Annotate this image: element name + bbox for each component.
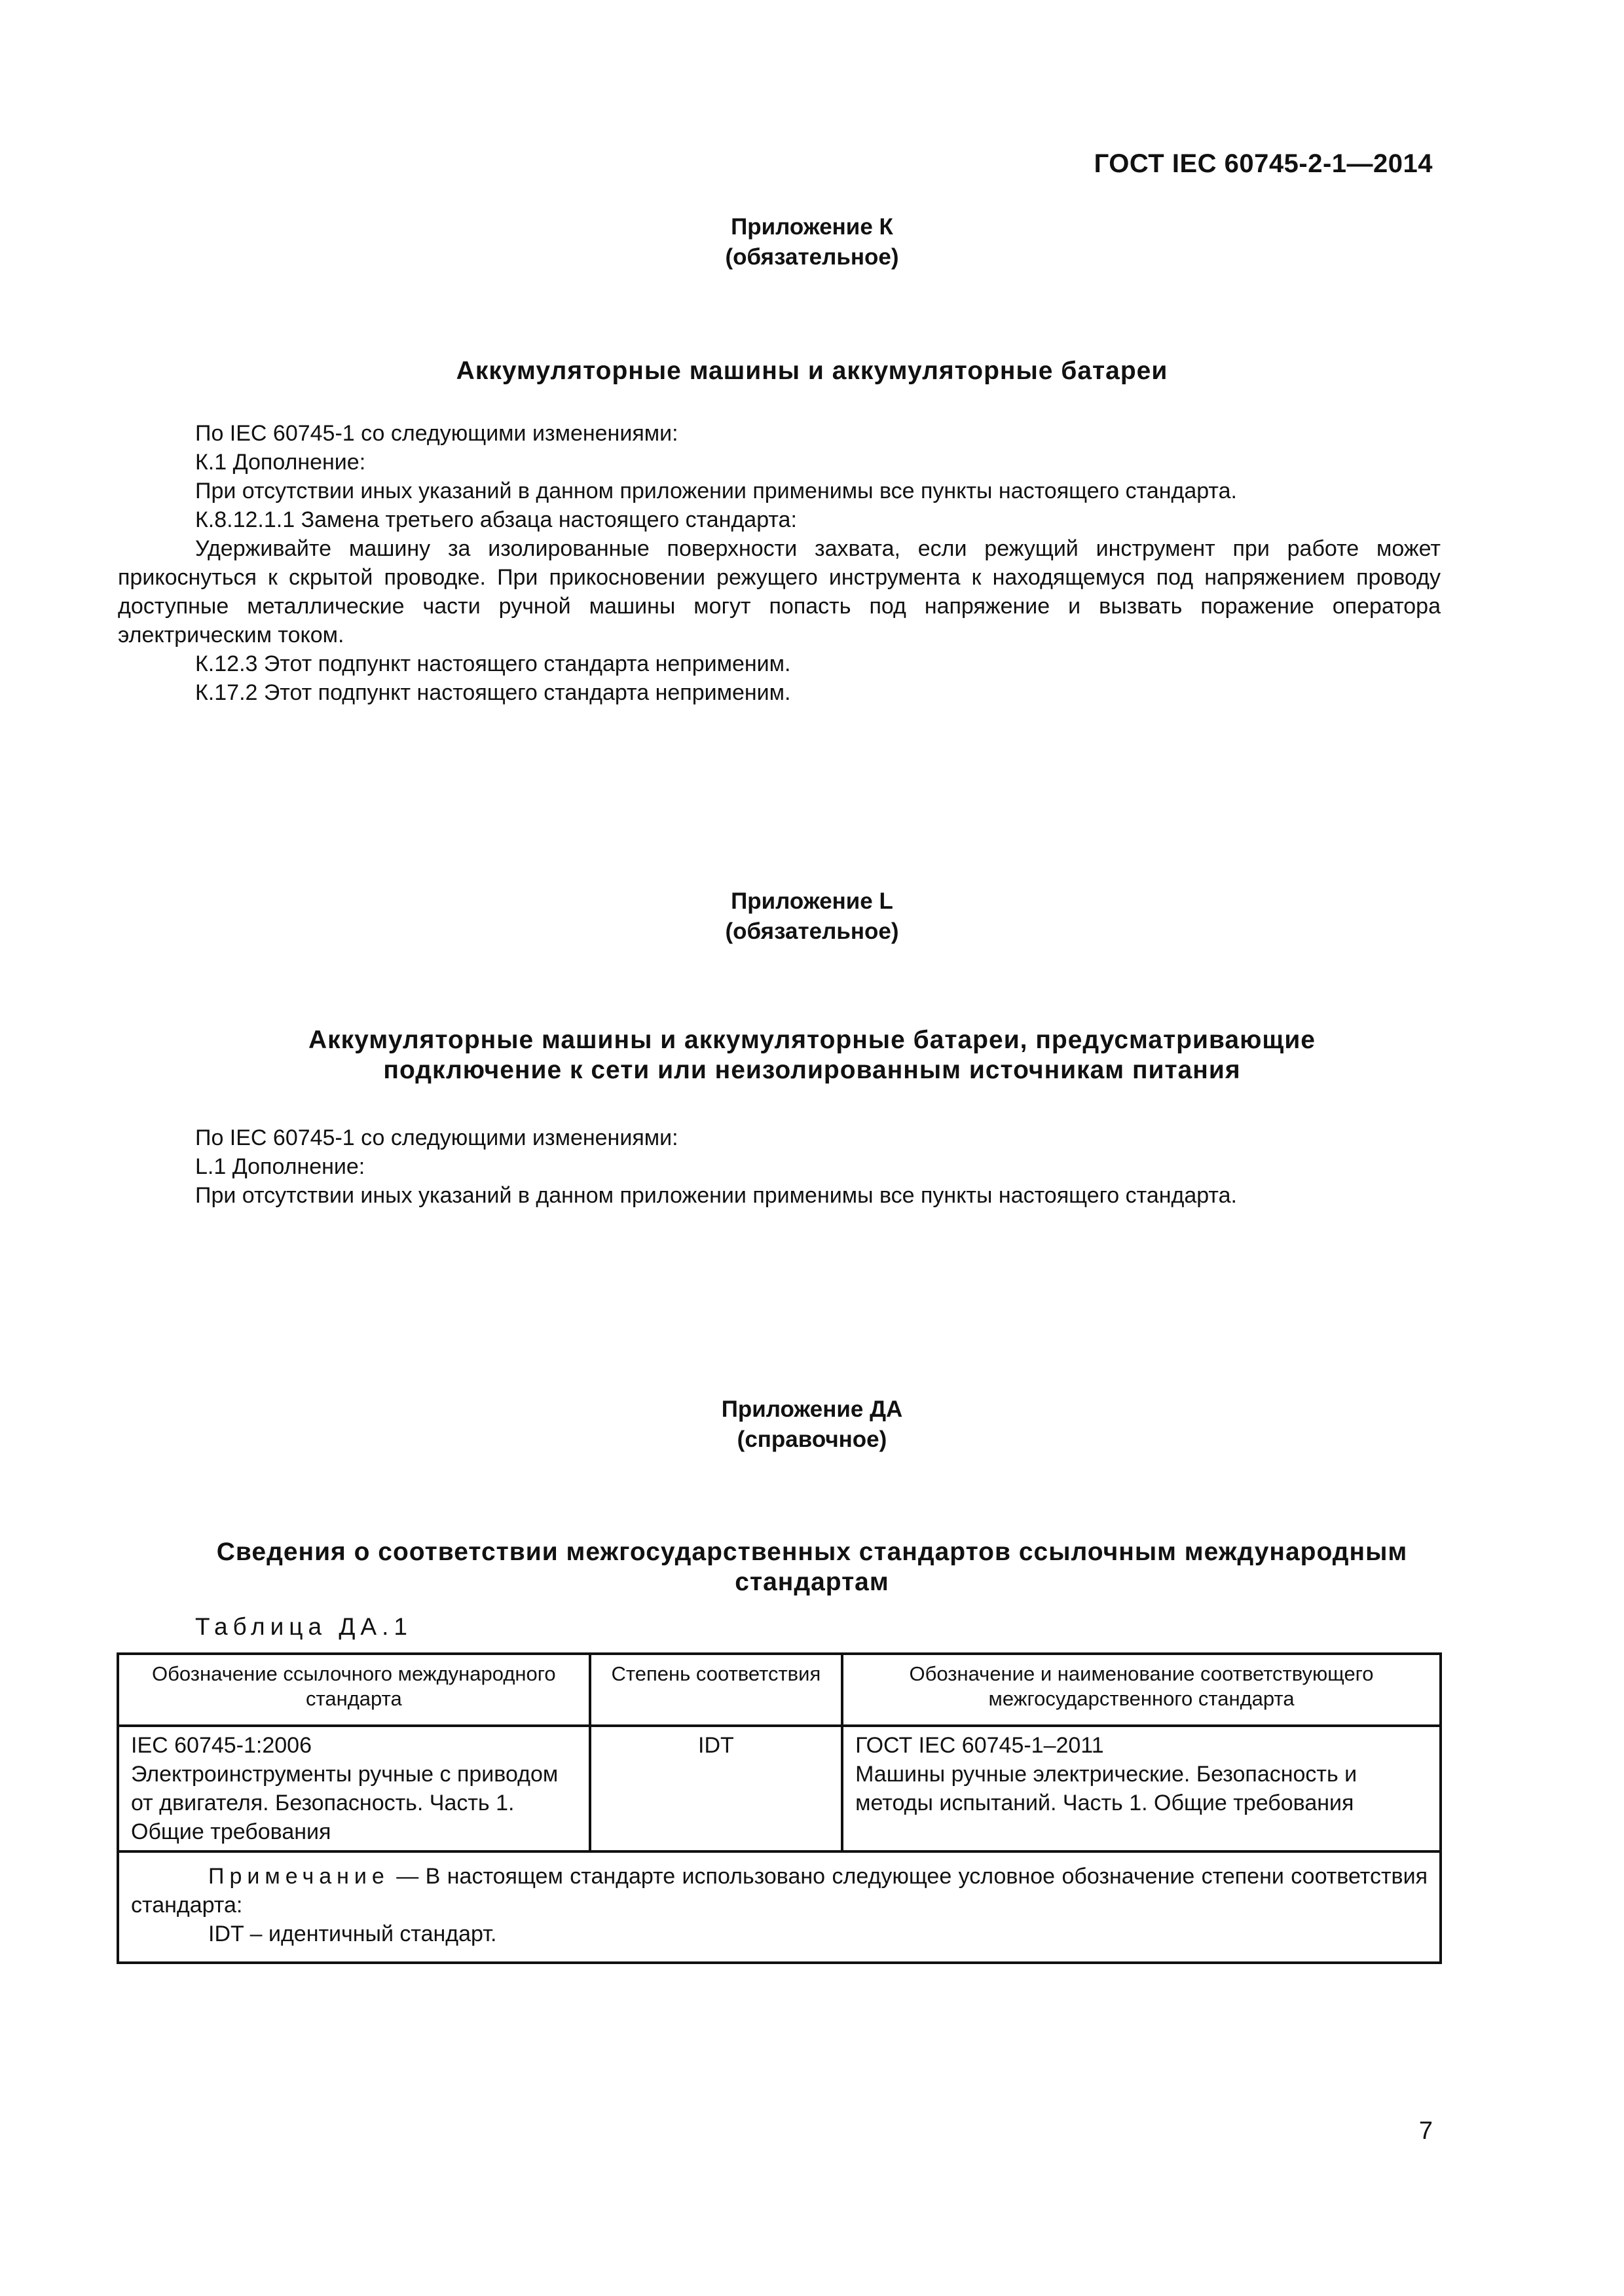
appendix-l-paragraph: L.1 Дополнение: (195, 1154, 365, 1179)
appendix-da-status: (справочное) (737, 1427, 887, 1452)
international-standard-code: IEC 60745-1:2006 (131, 1733, 312, 1758)
appendix-da-title-line: Сведения о соответствии межгосударственных стандартов ссылочным международным (216, 1538, 1408, 1566)
appendix-k-paragraph: По IEC 60745-1 со следующими изменениями: (195, 421, 678, 446)
appendix-l-paragraph: При отсутствии иных указаний в данном приложении применимы все пункты настоящего стандарта. (195, 1183, 1237, 1208)
page-number: 7 (1418, 2117, 1433, 2145)
appendix-k-heading (0, 212, 1624, 272)
appendix-l-title (115, 1025, 1509, 1085)
appendix-l-title-line: Аккумуляторные машины и аккумуляторные батареи, предусматривающие (308, 1026, 1316, 1054)
correspondence-table (117, 1652, 1442, 1964)
appendix-k-paragraph: При отсутствии иных указаний в данном приложении применимы все пункты настоящего стандарта. (195, 479, 1237, 503)
table-header-row (118, 1654, 1441, 1726)
appendix-l-label: Приложение L (731, 888, 893, 914)
appendix-da-heading (0, 1394, 1624, 1455)
table-caption: Таблица ДА.1 (195, 1613, 413, 1640)
table-cell-interstate-standard (842, 1726, 1441, 1851)
appendix-k-status: (обязательное) (725, 244, 899, 270)
table-header-cell: Степень соответствия (590, 1654, 842, 1726)
appendix-da-title-line: стандартам (735, 1568, 889, 1596)
appendix-k-paragraph: К.1 Дополнение: (195, 450, 366, 475)
table-note-label: Примечание (208, 1864, 390, 1889)
appendix-l-title-line: подключение к сети или неизолированным источникам питания (383, 1056, 1241, 1084)
appendix-k-paragraph: Удерживайте машину за изолированные поверхности захвата, если режущий инструмент при работе может прикоснуться к скрытой проводке. При прикосновении режущего инструмента к находящемуся под напряжением проводу доступные металлические части ручной машины могут попасть под напряжение и вызвать поражение оператора электрическим током. (118, 536, 1441, 647)
document-code: ГОСТ IEC 60745-2-1—2014 (1094, 149, 1433, 178)
appendix-l-body (118, 1123, 1441, 1210)
table-note-item: IDT – идентичный стандарт. (208, 1922, 497, 1946)
appendix-k-title: Аккумуляторные машины и аккумуляторные батареи (456, 357, 1168, 385)
appendix-l-status: (обязательное) (725, 919, 899, 944)
table-cell-international-standard (118, 1726, 590, 1851)
appendix-k-label: Приложение К (731, 214, 893, 240)
appendix-da-title (115, 1537, 1509, 1597)
appendix-k-paragraph: К.17.2 Этот подпункт настоящего стандарта неприменим. (195, 680, 791, 705)
interstate-standard-code: ГОСТ IEC 60745-1–2011 (855, 1733, 1104, 1758)
appendix-k-paragraph: К.8.12.1.1 Замена третьего абзаца настоящего стандарта: (195, 507, 797, 532)
appendix-l-paragraph: По IEC 60745-1 со следующими изменениями: (195, 1125, 678, 1150)
table-note-text (131, 1862, 1428, 1920)
appendix-da-label: Приложение ДА (721, 1396, 903, 1422)
table-row (118, 1726, 1441, 1851)
appendix-k-paragraph: К.12.3 Этот подпункт настоящего стандарта неприменим. (195, 651, 791, 676)
appendix-l-heading (0, 886, 1624, 947)
table-header-cell: Обозначение и наименование соответствующего межгосударственного стандарта (842, 1654, 1441, 1726)
international-standard-title: Электроинструменты ручные с приводом от двигателя. Безопасность. Часть 1. Общие требования (131, 1762, 559, 1844)
interstate-standard-title: Машины ручные электрические. Безопасность и методы испытаний. Часть 1. Общие требования (855, 1762, 1357, 1815)
table-note-row (118, 1851, 1441, 1963)
table-header-cell: Обозначение ссылочного международного стандарта (118, 1654, 590, 1726)
table-note-body: — В настоящем стандарте использовано следующее условное обозначение степени соответствия стандарта: (131, 1864, 1428, 1918)
table-cell-degree: IDT (590, 1726, 842, 1851)
appendix-k-body (118, 419, 1441, 707)
table-note (118, 1851, 1441, 1963)
